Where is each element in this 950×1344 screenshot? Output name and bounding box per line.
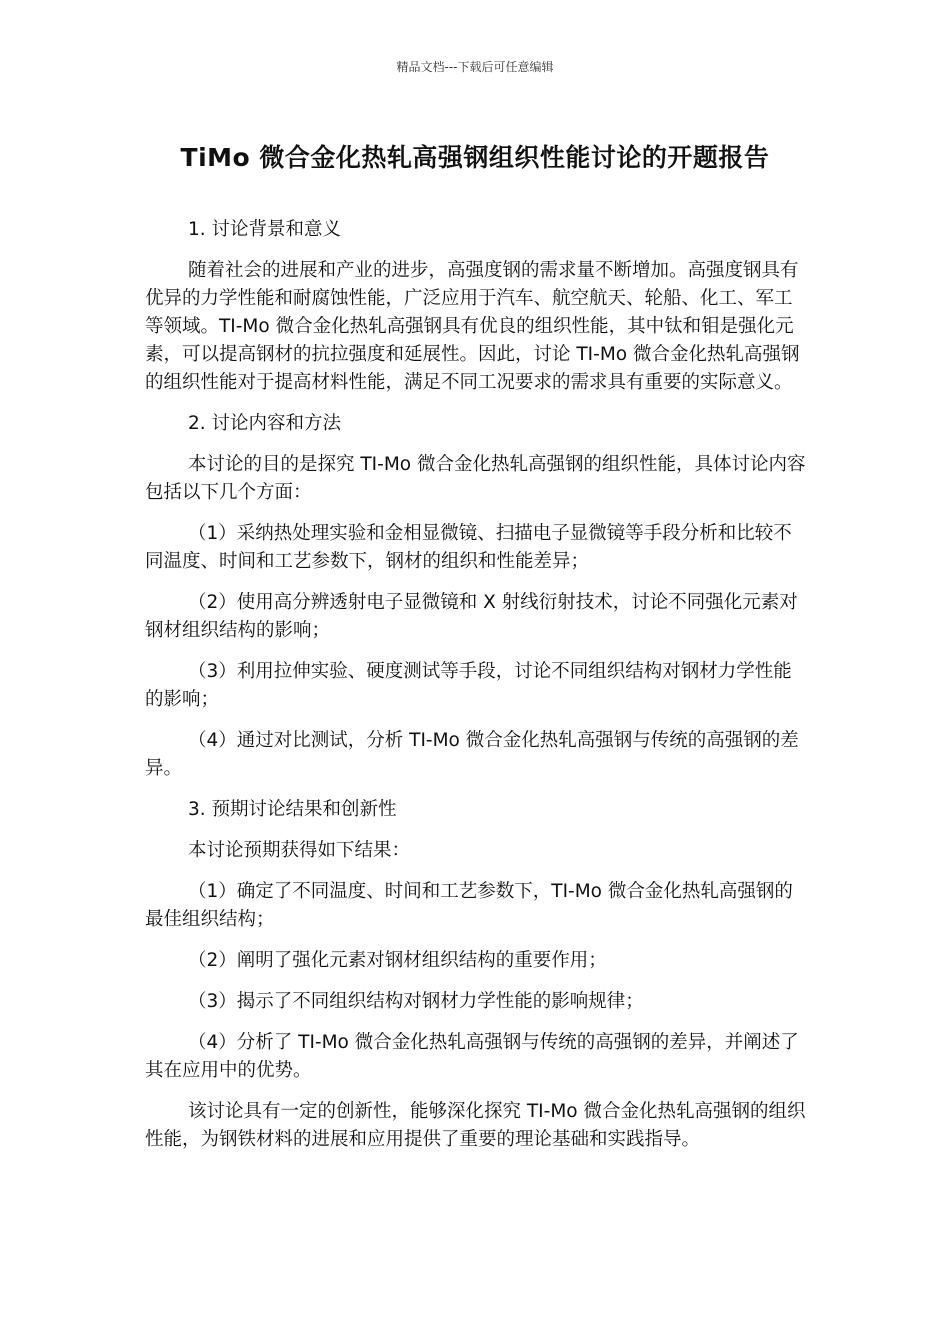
section-2-item-2: （2）使用高分辨透射电子显微镜和 X 射线衍射技术，讨论不同强化元素对钢材组织结构的影响；	[145, 592, 798, 641]
document-body	[145, 216, 809, 1167]
section-1-paragraph: 随着社会的进展和产业的进步，高强度钢的需求量不断增加。高强度钢具有优异的力学性能和耐腐蚀性能，广泛应用于汽车、航空航天、轮船、化工、军工等领域。TI-Mo 微合金化热轧高强钢具有优良的组织性能，其中钛和钼是强化元素，可以提高钢材的抗拉强度和延展性。因此，讨论 TI-Mo 微合金化热轧高强钢的组织性能对于提高材料性能，满足不同工况要求的需求具有重要的实际意义。	[145, 260, 800, 393]
section-3-item-2: （2）阐明了强化元素对钢材组织结构的重要作用；	[188, 950, 607, 971]
section-2-intro: 本讨论的目的是探究 TI-Mo 微合金化热轧高强钢的组织性能，具体讨论内容包括以下几个方面：	[145, 454, 806, 503]
section-2-item-3: （3）利用拉伸实验、硬度测试等手段，讨论不同组织结构对钢材力学性能的影响；	[145, 661, 792, 710]
section-3-item-4: （4）分析了 TI-Mo 微合金化热轧高强钢与传统的高强钢的差异，并阐述了其在应用中的优势。	[145, 1032, 799, 1081]
section-3-closing: 该讨论具有一定的创新性，能够深化探究 TI-Mo 微合金化热轧高强钢的组织性能，为钢铁材料的进展和应用提供了重要的理论基础和实践指导。	[145, 1101, 806, 1150]
section-3-heading: 3. 预期讨论结果和创新性	[188, 799, 397, 820]
header-note: 精品文档---下载后可任意编辑	[396, 60, 554, 74]
section-2-heading: 2. 讨论内容和方法	[188, 413, 342, 434]
section-3-item-1: （1）确定了不同温度、时间和工艺参数下，TI-Mo 微合金化热轧高强钢的最佳组织结构；	[145, 881, 793, 930]
document-title: TiMo 微合金化热轧高强钢组织性能讨论的开题报告	[180, 143, 770, 172]
section-1-heading: 1. 讨论背景和意义	[188, 219, 342, 240]
section-2-item-1: （1）采纳热处理实验和金相显微镜、扫描电子显微镜等手段分析和比较不同温度、时间和工艺参数下，钢材的组织和性能差异；	[145, 523, 792, 572]
section-3-intro: 本讨论预期获得如下结果：	[188, 840, 411, 861]
section-2-item-4: （4）通过对比测试，分析 TI-Mo 微合金化热轧高强钢与传统的高强钢的差异。	[145, 730, 799, 779]
section-3-item-3: （3）揭示了不同组织结构对钢材力学性能的影响规律；	[188, 991, 644, 1012]
